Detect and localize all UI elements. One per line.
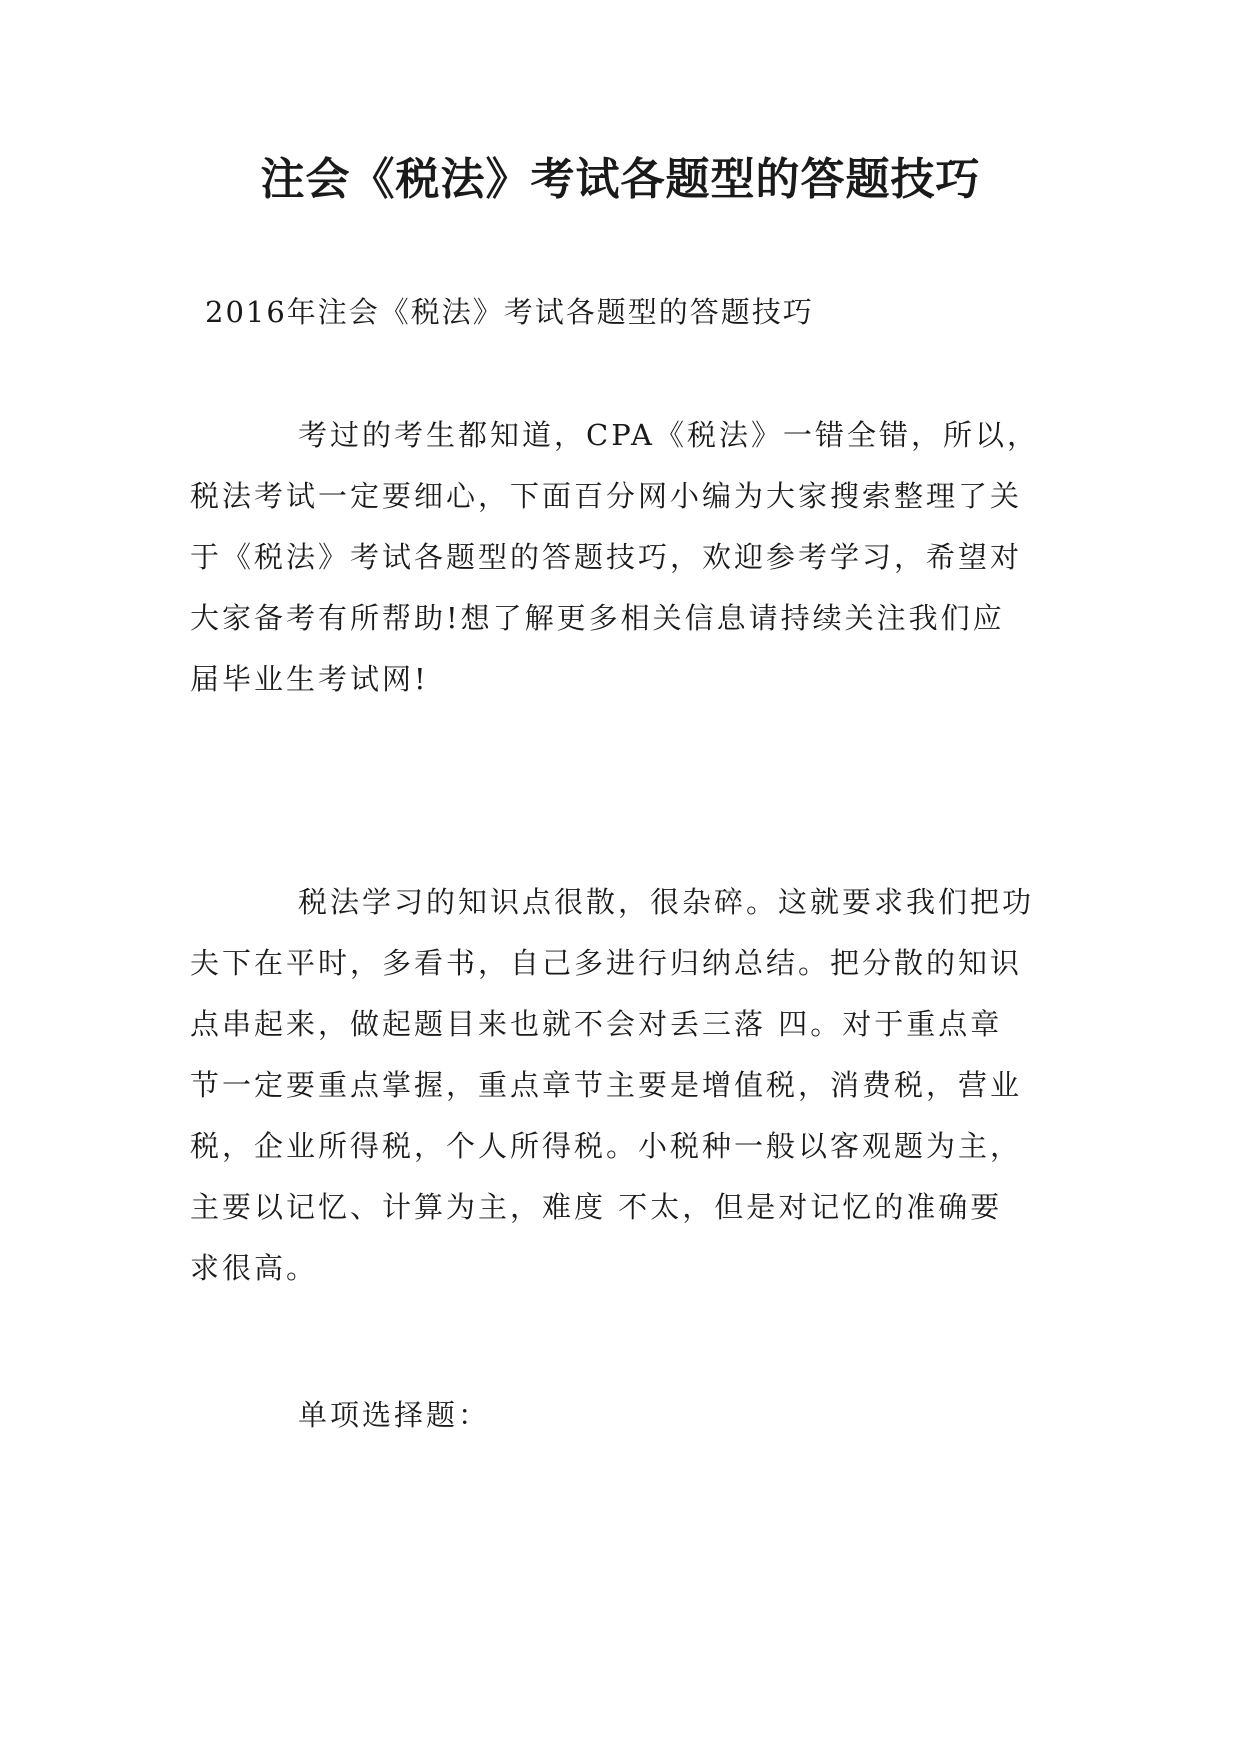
document-title: 注会《税法》考试各题型的答题技巧 — [260, 154, 981, 205]
paragraph-line: 主要以记忆、计算为主，难度 不太，但是对记忆的准确要 — [190, 1190, 1003, 1224]
paragraph-line: 节一定要重点掌握，重点章节主要是增值税，消费税，营业 — [190, 1068, 1023, 1102]
paragraph-line: 税法学习的知识点很散，很杂碎。这就要求我们把功 — [298, 885, 1035, 919]
paragraph-line: 考过的考生都知道，CPA《税法》一错全错，所以， — [298, 418, 1039, 452]
paragraph-line: 点串起来，做起题目来也就不会对丢三落 四。对于重点章 — [190, 1007, 1003, 1041]
paragraph-line: 大家备考有所帮助!想了解更多相关信息请持续关注我们应 — [190, 601, 1005, 635]
study-advice-paragraph — [190, 872, 1070, 1299]
paragraph-line: 税法考试一定要细心，下面百分网小编为大家搜索整理了关 — [190, 479, 1023, 513]
paragraph-line: 届毕业生考试网! — [190, 662, 429, 696]
document-subtitle: 2016年注会《税法》考试各题型的答题技巧 — [205, 295, 814, 329]
paragraph-line: 夫下在平时，多看书，自己多进行归纳总结。把分散的知识 — [190, 946, 1023, 980]
intro-paragraph — [190, 405, 1070, 710]
paragraph-line: 求很高。 — [190, 1251, 319, 1285]
section-heading: 单项选择题： — [298, 1398, 491, 1432]
paragraph-line: 税，企业所得税，个人所得税。小税种一般以客观题为主， — [190, 1129, 1023, 1163]
paragraph-line: 于《税法》考试各题型的答题技巧，欢迎参考学习，希望对 — [190, 540, 1023, 574]
